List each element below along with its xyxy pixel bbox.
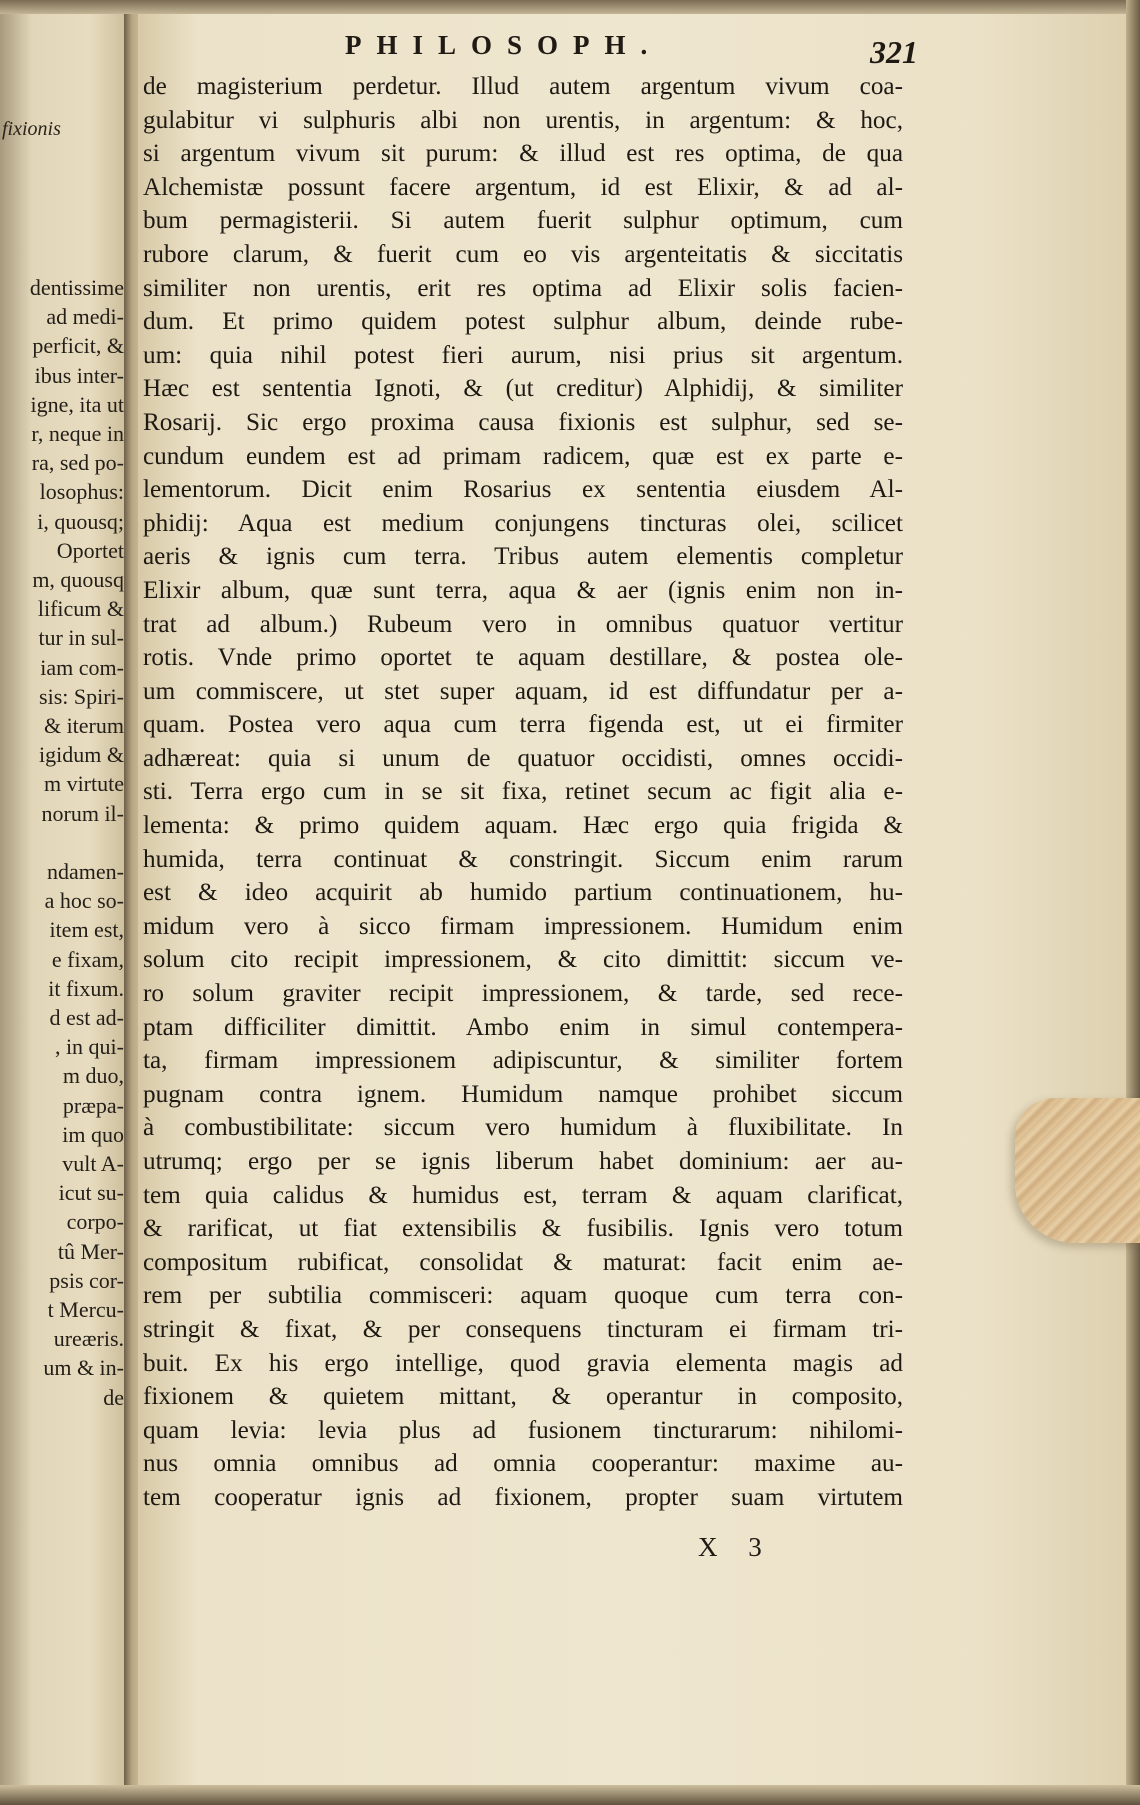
body-line: tem quia calidus & humidus est, terram & aquam clarificat, [143, 1181, 903, 1209]
left-page-fragment: vult A- [62, 1151, 124, 1176]
left-page-fragment: psis cor- [49, 1267, 124, 1293]
left-page-fragment: Oportet [56, 537, 124, 563]
body-line: sti. Terra ergo cum in se sit fixa, retinet secum ac figit alia e- [143, 778, 903, 806]
body-line: humida, terra continuat & constringit. Siccum enim rarum [143, 845, 903, 873]
left-page-fragment: e fixam, [51, 946, 124, 972]
margin-note: fixionis [2, 118, 61, 140]
left-page-fragment: losophus: [39, 479, 124, 505]
body-line: ro solum graviter recipit impressionem, & tarde, sed rece- [143, 980, 903, 1008]
body-line: ptam difficiliter dimittit. Ambo enim in simul contempera- [143, 1013, 903, 1041]
body-line: solum cito recipit impressionem, & cito dimittit: siccum ve- [143, 946, 903, 974]
left-page-fragment: m, quousq [32, 567, 124, 592]
left-page [0, 8, 128, 1793]
body-line: aeris & ignis cum terra. Tribus autem elementis completur [143, 543, 903, 571]
bottom-edge [0, 1785, 1140, 1805]
body-line: um: quia nihil potest fieri aurum, nisi prius sit argentum. [143, 341, 903, 369]
body-line: Alchemistæ possunt facere argentum, id est Elixir, & ad al- [143, 173, 903, 201]
body-line: trat ad album.) Rubeum vero in omnibus quatuor vertitur [143, 610, 903, 638]
left-page-fragment: ibus inter- [34, 362, 124, 388]
left-page-fragment: igidum & [39, 742, 124, 768]
body-line: dum. Et primo quidem potest sulphur album, deinde rube- [143, 308, 903, 336]
body-line: rotis. Vnde primo oportet te aquam destillare, & postea ole- [143, 644, 903, 672]
left-page-fragment: item est, [49, 917, 124, 943]
body-line: ta, firmam impressionem adipiscuntur, & similiter fortem [143, 1047, 903, 1075]
left-page-fragment: ndamen- [47, 859, 124, 884]
body-line: nus omnia omnibus ad omnia cooperantur: maxime au- [143, 1450, 903, 1478]
left-page-fragment: a hoc so- [44, 888, 124, 914]
left-page-fragment: de [103, 1384, 124, 1410]
body-line: Rosarij. Sic ergo proxima causa fixionis est sulphur, sed se- [143, 408, 903, 436]
left-page-fragment: norum il- [41, 800, 124, 826]
left-page-fragment: ureæris. [53, 1326, 124, 1352]
page-number: 321 [870, 34, 918, 70]
body-line: Elixir album, quæ sunt terra, aqua & aer (ignis enim non in- [143, 576, 903, 604]
left-page-fragment: icut su- [58, 1180, 124, 1206]
signature-mark: X 3 [698, 1532, 774, 1562]
body-line: pugnam contra ignem. Humidum namque prohibet siccum [143, 1080, 903, 1108]
body-line: compositum rubificat, consolidat & maturat: facit enim ae- [143, 1248, 903, 1276]
left-page-fragment: & iterum [43, 713, 124, 738]
left-page-fragment: t Mercu- [47, 1297, 124, 1322]
left-page-fragment: tû Mer- [57, 1238, 124, 1264]
body-line: Hæc est sententia Ignoti, & (ut creditur) Alphidij, & similiter [143, 375, 903, 403]
left-page-fragment: ad medi- [46, 304, 124, 330]
right-edge [1126, 0, 1140, 1805]
body-line: & rarificat, ut fiat extensibilis & fusibilis. Ignis vero totum [143, 1215, 903, 1243]
body-line: quam levia: levia plus ad fusionem tincturarum: nihilomi- [143, 1416, 903, 1444]
body-line: bum permagisterii. Si autem fuerit sulphur optimum, cum [143, 207, 903, 235]
body-line: de magisterium perdetur. Illud autem argentum vivum coa- [143, 73, 903, 100]
body-line: quam. Postea vero aqua cum terra figenda est, ut ei firmiter [143, 711, 903, 739]
left-page-fragment: i, quousq; [37, 508, 124, 534]
body-line: tem cooperatur ignis ad fixionem, propter suam virtutem [143, 1483, 903, 1511]
body-line: phidij: Aqua est medium conjungens tincturas olei, scilicet [143, 509, 903, 537]
left-page-fragment: it fixum. [48, 975, 124, 1001]
left-page-fragment: perficit, & [32, 333, 124, 359]
running-head: PHILOSOPH. [345, 30, 663, 60]
left-page-fragment: m virtute [43, 771, 124, 797]
body-line: adhæreat: quia si unum de quatuor occidisti, omnes occidi- [143, 744, 903, 772]
body-line: fixionem & quietem mittant, & operantur in composito, [143, 1383, 903, 1411]
body-line: rubore clarum, & fuerit cum eo vis argenteitatis & siccitatis [143, 240, 903, 268]
body-line: um commiscere, ut stet super aquam, id est diffundatur per a- [143, 677, 903, 705]
body-text [143, 70, 903, 1515]
left-page-fragment: m duo, [62, 1063, 124, 1089]
body-line: à combustibilitate: siccum vero humidum à fluxibilitate. In [143, 1114, 903, 1142]
top-edge [0, 0, 1140, 14]
body-line: buit. Ex his ergo intellige, quod gravia elementa magis ad [143, 1349, 903, 1377]
body-line: est & ideo acquirit ab humido partium continuationem, hu- [143, 879, 903, 907]
body-line: lementa: & primo quidem aquam. Hæc ergo quia frigida & [143, 812, 903, 840]
left-page-fragment: dentissime [29, 275, 124, 300]
left-page-fragment: igne, ita ut [30, 391, 124, 417]
left-page-fragment: lificum & [37, 596, 124, 622]
thumb [1015, 1098, 1140, 1243]
left-page-fragment: iam com- [40, 654, 124, 680]
body-line: lementorum. Dicit enim Rosarius ex sententia eiusdem Al- [143, 476, 903, 504]
left-page-fragment: sis: Spiri- [39, 683, 124, 709]
body-line: utrumq; ergo per se ignis liberum habet dominium: aer au- [143, 1148, 903, 1175]
left-page-fragment: , in qui- [54, 1034, 124, 1060]
left-page-fragment: um & in- [43, 1355, 124, 1381]
body-line: rem per subtilia commisceri: aquam quoque cum terra con- [143, 1282, 903, 1310]
left-page-fragment: præpa- [62, 1092, 124, 1118]
body-line: similiter non urentis, erit res optima ad Elixir solis facien- [143, 274, 903, 302]
left-page-fragment: ra, sed po- [31, 450, 124, 476]
body-line: gulabitur vi sulphuris albi non urentis, in argentum: & hoc, [143, 106, 903, 134]
left-page-fragment: tur in sul- [38, 625, 124, 651]
body-line: stringit & fixat, & per consequens tincturam ei firmam tri- [143, 1315, 903, 1343]
left-page-fragment: r, neque in [31, 421, 124, 446]
left-page-fragment: corpo- [66, 1209, 124, 1235]
left-page-fragment: d est ad- [49, 1005, 124, 1030]
body-line: cundum eundem est ad primam radicem, quæ est ex parte e- [143, 442, 903, 470]
body-line: midum vero à sicco firmam impressionem. Humidum enim [143, 912, 903, 940]
left-page-fragment: im quo [62, 1121, 124, 1147]
body-line: si argentum vivum sit purum: & illud est res optima, de qua [143, 140, 903, 168]
